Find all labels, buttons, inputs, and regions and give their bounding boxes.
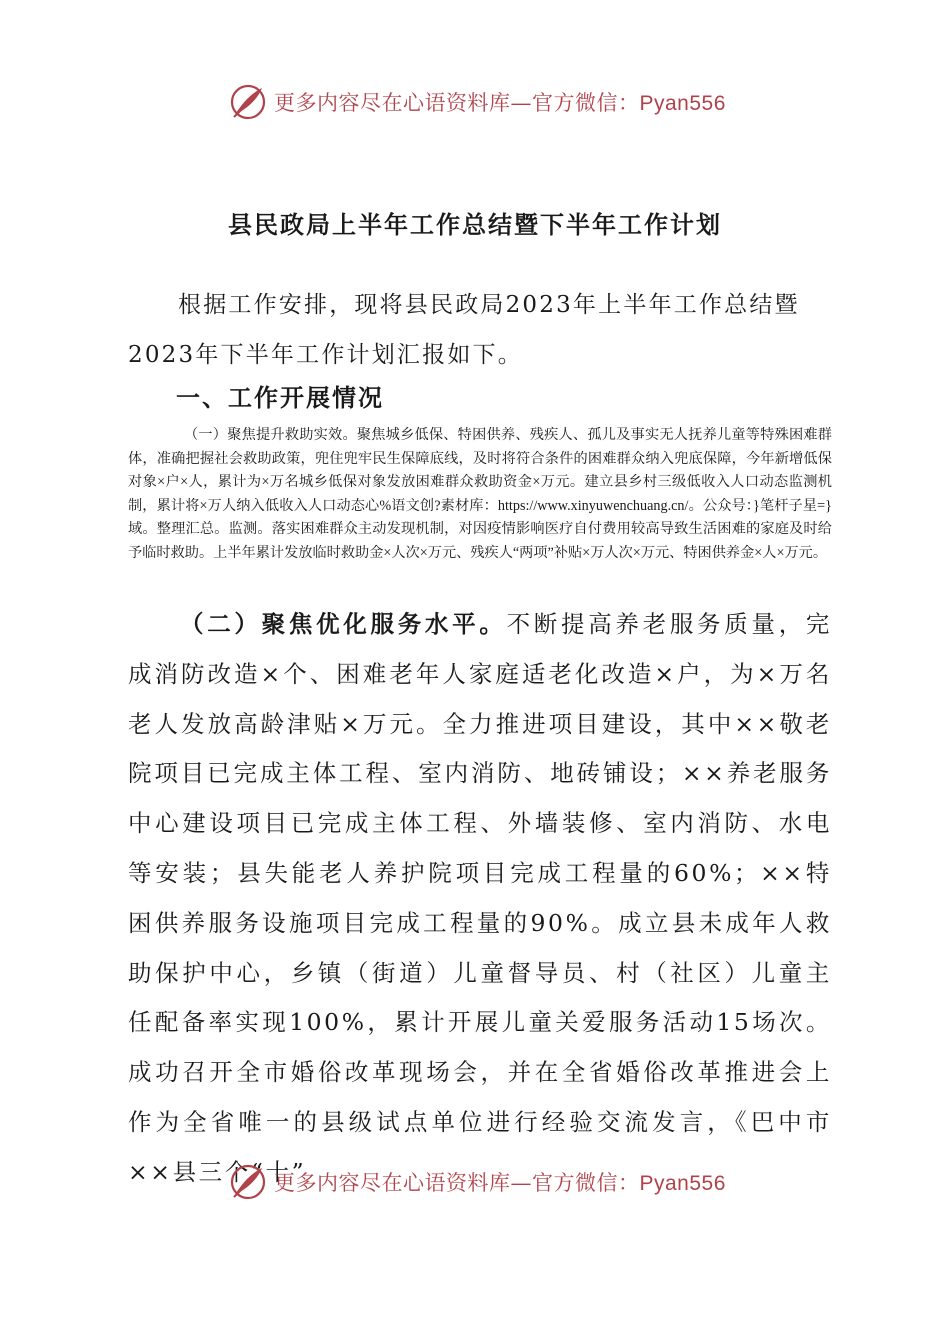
banner-text bbox=[274, 1167, 726, 1197]
header-watermark-banner bbox=[228, 82, 726, 122]
banner-library-text: 更多内容尽在心语资料库 bbox=[274, 91, 511, 115]
banner-library-text: 更多内容尽在心语资料库 bbox=[274, 1171, 511, 1195]
intro-paragraph: 根据工作安排，现将县民政局2023年上半年工作总结暨2023年下半年工作计划汇报如下。 bbox=[128, 292, 800, 368]
banner-wechat-label: 官方微信： bbox=[532, 91, 640, 115]
paragraph-service-body: 不断提高养老服务质量，完成消防改造×个、困难老年人家庭适老化改造×户，为×万名老人发放高龄津贴×万元。全力推进项目建设，其中××敬老院项目已完成主体工程、室内消防、地砖铺设；××养老服务中心建设项目已完成主体工程、外墙装修、室内消防、水电等安装；县失能老人养护院项目完成工程量的60%；××特困供养服务设施项目完成工程量的90%。成立县未成年人救助保护中心，乡镇（街道）儿童督导员、村（社区）儿童主任配备率实现100%，累计开展儿童关爱服务活动15场次。成功召开全市婚俗改革现场会，并在全省婚俗改革推进会上作为全省唯一的县级试点单位进行经验交流发言，《巴中市××县三个“十” bbox=[128, 610, 833, 1186]
quill-logo-icon bbox=[228, 1162, 268, 1202]
paragraph-relief: （一）聚焦提升救助实效。聚焦城乡低保、特困供养、残疾人、孤儿及事实无人抚养儿童等特殊困难群体，准确把握社会救助政策，兜住兜牢民生保障底线，及时将符合条件的困难群众纳入兜底保障，今年新增低保对象×户×人，累计为×万名城乡低保对象发放困难群众救助资金×万元。建立县乡村三级低收入人口动态监测机制，累计将×万人纳入低收入人口动态心%语文创?素材库：https://www.xinyuwenchuang.cn/。公众号：}笔杆子星=}域。整理汇总。监测。落实困难群众主动发现机制，对因疫情影响医疗自付费用较高导致生活困难的家庭及时给予临时救助。上半年累计发放临时救助金×人次×万元、残疾人“两项”补贴×万人次×万元、特困供养金×人×万元。 bbox=[128, 427, 832, 561]
document-title: 县民政局上半年工作总结暨下半年工作计划 bbox=[228, 210, 722, 239]
banner-wechat-id: Pyan556 bbox=[639, 1172, 726, 1195]
banner-wechat-id: Pyan556 bbox=[639, 92, 726, 115]
banner-text bbox=[274, 87, 726, 117]
paragraph-service-lead: （二）聚焦优化服务水平。 bbox=[180, 610, 507, 638]
banner-dash: — bbox=[510, 1171, 532, 1195]
paragraph-service bbox=[128, 600, 832, 1198]
section-1-heading: 一、工作开展情况 bbox=[176, 383, 384, 412]
banner-dash: — bbox=[510, 91, 532, 115]
banner-wechat-label: 官方微信： bbox=[532, 1171, 640, 1195]
footer-watermark-banner bbox=[228, 1162, 726, 1202]
quill-logo-icon bbox=[228, 82, 268, 122]
